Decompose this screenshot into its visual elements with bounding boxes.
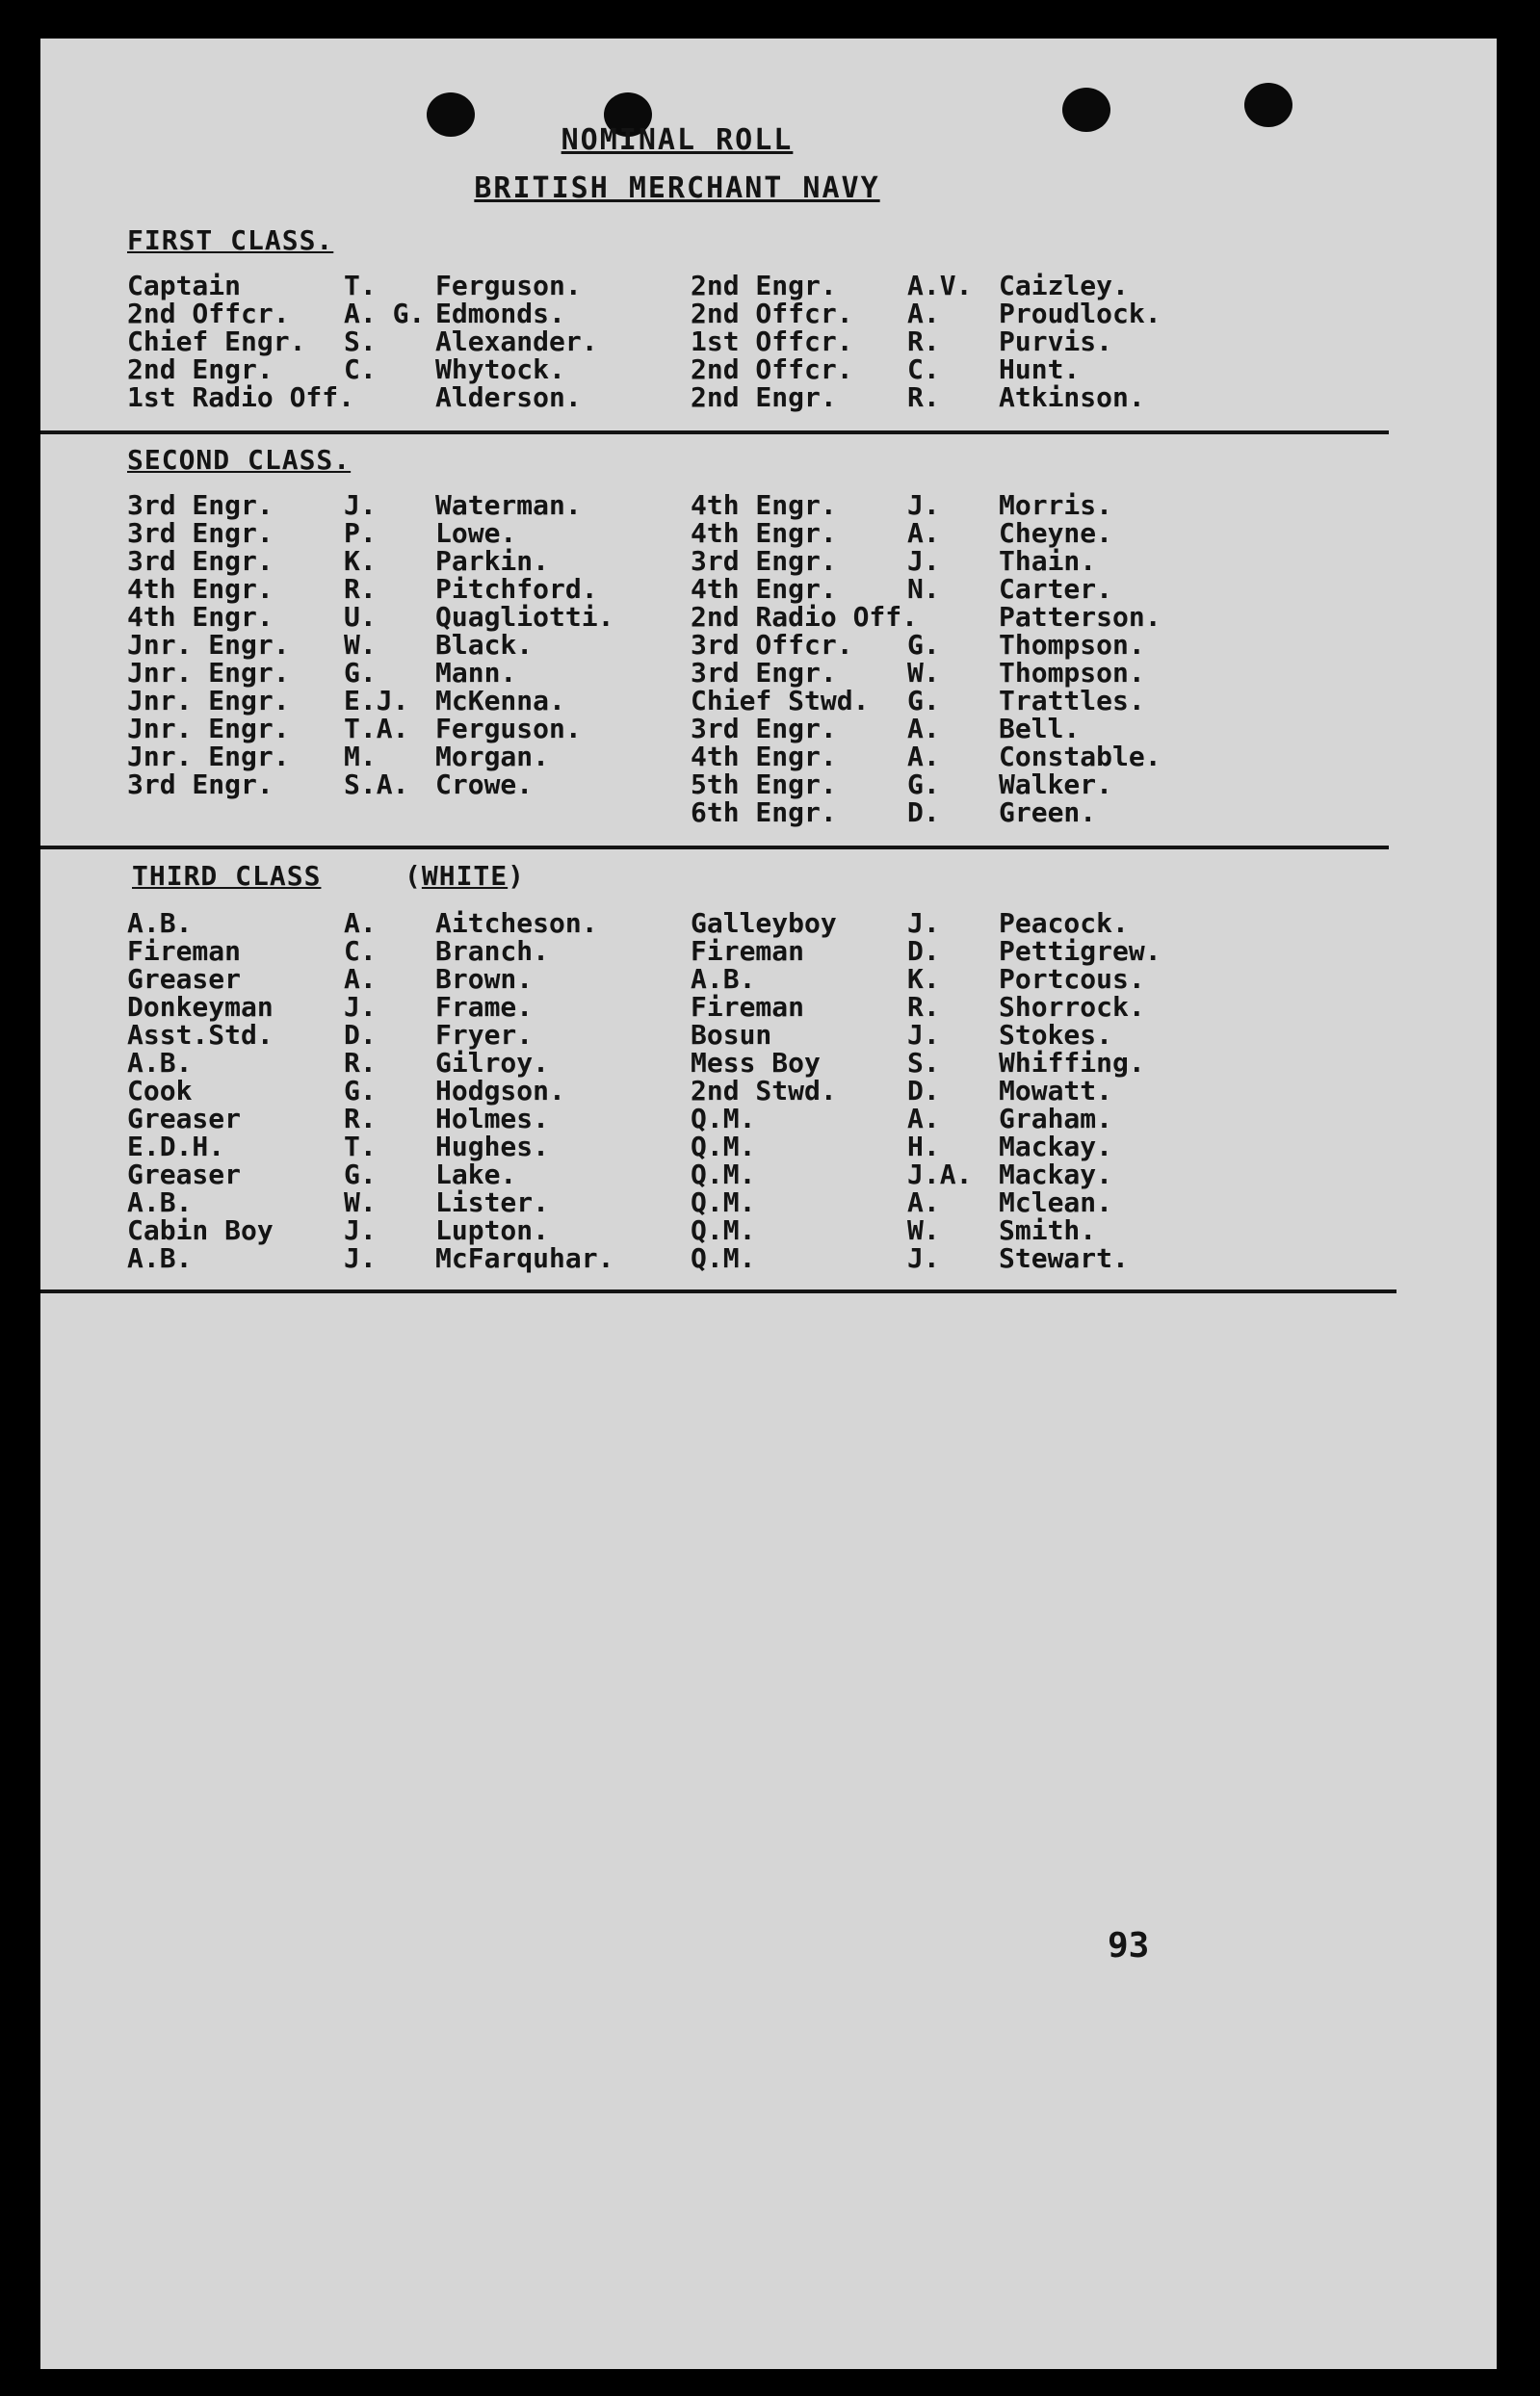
crew-initials: G. (344, 657, 377, 689)
crew-surname: Mackay. (999, 1159, 1113, 1190)
crew-row (127, 1075, 1321, 1107)
crew-rank: Asst.Std. (127, 1019, 274, 1051)
crew-surname: Quagliotti. (435, 601, 614, 633)
crew-rank: Q.M. (691, 1131, 756, 1162)
crew-initials: W. (344, 1186, 377, 1218)
crew-rank: Cook (127, 1075, 193, 1107)
crew-initials: K. (907, 963, 940, 995)
crew-initials: A. (907, 1186, 940, 1218)
crew-row (127, 1186, 1321, 1218)
crew-initials: J.A. (907, 1159, 973, 1190)
crew-surname: Lowe. (435, 517, 517, 549)
crew-initials: D. (907, 796, 940, 828)
crew-row (127, 270, 1321, 301)
section-divider (40, 1289, 1396, 1293)
crew-surname: Edmonds. (435, 298, 565, 329)
third-class-qualifier: (WHITE) (405, 860, 526, 892)
crew-initials: A. (907, 1103, 940, 1134)
crew-surname: Hunt. (999, 353, 1081, 385)
crew-surname: Brown. (435, 963, 534, 995)
crew-initials: W. (907, 1214, 940, 1246)
punch-hole (1244, 83, 1292, 127)
crew-rank: 1st Offcr. (691, 326, 853, 357)
crew-rank: A.B. (127, 1242, 193, 1274)
crew-rank: 2nd Engr. (691, 381, 837, 413)
crew-initials: D. (344, 1019, 377, 1051)
crew-surname: Parkin. (435, 545, 550, 577)
crew-initials: R. (907, 991, 940, 1023)
crew-rank: Q.M. (691, 1214, 756, 1246)
crew-rank: Greaser (127, 1103, 242, 1134)
crew-initials: A. (907, 741, 940, 772)
crew-row (127, 1103, 1321, 1134)
second-class-heading: SECOND CLASS. (127, 444, 352, 476)
crew-row (127, 1159, 1321, 1190)
crew-initials: T. (344, 270, 377, 301)
crew-initials: R. (907, 381, 940, 413)
crew-rank: 2nd Engr. (127, 353, 274, 385)
crew-surname: Morgan. (435, 741, 550, 772)
crew-initials: K. (344, 545, 377, 577)
crew-rank: 1st Radio Off. (127, 381, 355, 413)
crew-surname: Caizley. (999, 270, 1129, 301)
crew-surname: Atkinson. (999, 381, 1145, 413)
crew-surname: Graham. (999, 1103, 1113, 1134)
section-divider (40, 430, 1389, 434)
crew-surname: Thompson. (999, 657, 1145, 689)
crew-initials: J. (907, 489, 940, 521)
crew-initials: G. (344, 1159, 377, 1190)
crew-row (127, 991, 1321, 1023)
crew-rank: Fireman (691, 991, 805, 1023)
crew-surname: Morris. (999, 489, 1113, 521)
document-subtitle: BRITISH MERCHANT NAVY (474, 171, 880, 205)
crew-rank: 2nd Offcr. (691, 353, 853, 385)
crew-row (127, 545, 1321, 577)
crew-initials: A.V. (907, 270, 973, 301)
crew-row (127, 298, 1321, 329)
crew-surname: Aitcheson. (435, 907, 598, 939)
crew-rank: 4th Engr. (691, 517, 837, 549)
crew-initials: S. (907, 1047, 940, 1079)
crew-rank: Chief Engr. (127, 326, 306, 357)
crew-initials: G. (907, 629, 940, 661)
crew-initials: D. (907, 1075, 940, 1107)
crew-row (127, 601, 1321, 633)
crew-rank: 5th Engr. (691, 768, 837, 800)
crew-initials: C. (907, 353, 940, 385)
crew-surname: Purvis. (999, 326, 1113, 357)
crew-rank: 3rd Offcr. (691, 629, 853, 661)
crew-initials: R. (344, 1047, 377, 1079)
crew-initials: R. (907, 326, 940, 357)
first-class-heading: FIRST CLASS. (127, 224, 334, 256)
crew-row (127, 685, 1321, 716)
crew-rank: Chief Stwd. (691, 685, 870, 716)
crew-row (127, 326, 1321, 357)
crew-initials: A. (344, 907, 377, 939)
crew-surname: Lister. (435, 1186, 550, 1218)
crew-rank: Captain (127, 270, 242, 301)
crew-row (127, 657, 1321, 689)
crew-initials: W. (344, 629, 377, 661)
crew-rank: Q.M. (691, 1103, 756, 1134)
crew-surname: Ferguson. (435, 270, 582, 301)
crew-surname: Black. (435, 629, 534, 661)
crew-initials: A. (344, 963, 377, 995)
crew-rank: Jnr. Engr. (127, 629, 290, 661)
crew-rank: 6th Engr. (691, 796, 837, 828)
crew-row (127, 741, 1321, 772)
crew-rank: Donkeyman (127, 991, 274, 1023)
crew-surname: Stewart. (999, 1242, 1129, 1274)
crew-rank: Mess Boy (691, 1047, 821, 1079)
crew-initials: J. (907, 1019, 940, 1051)
crew-surname: Mackay. (999, 1131, 1113, 1162)
crew-rank: Jnr. Engr. (127, 713, 290, 744)
crew-surname: Proudlock. (999, 298, 1162, 329)
crew-row (127, 489, 1321, 521)
crew-initials: R. (344, 1103, 377, 1134)
crew-surname: Shorrock. (999, 991, 1145, 1023)
crew-initials: G. (344, 1075, 377, 1107)
crew-surname: Green. (999, 796, 1097, 828)
crew-rank: 4th Engr. (691, 741, 837, 772)
crew-surname: Mowatt. (999, 1075, 1113, 1107)
crew-surname: Thain. (999, 545, 1097, 577)
crew-initials: G. (907, 685, 940, 716)
crew-initials: R. (344, 573, 377, 605)
crew-surname: Frame. (435, 991, 534, 1023)
crew-initials: C. (344, 935, 377, 967)
crew-initials: J. (907, 1242, 940, 1274)
crew-rank: 3rd Engr. (127, 545, 274, 577)
crew-surname: Lake. (435, 1159, 517, 1190)
crew-row (127, 963, 1321, 995)
crew-initials: E.J. (344, 685, 409, 716)
second-class-table (127, 489, 1321, 828)
crew-surname: McKenna. (435, 685, 565, 716)
crew-surname: Carter. (999, 573, 1113, 605)
crew-rank: Fireman (127, 935, 242, 967)
crew-surname: Patterson. (999, 601, 1162, 633)
section-divider (40, 846, 1389, 849)
crew-rank: 2nd Radio Off. (691, 601, 919, 633)
crew-rank: 3rd Engr. (691, 657, 837, 689)
crew-rank: 3rd Engr. (691, 713, 837, 744)
crew-surname: Fryer. (435, 1019, 534, 1051)
crew-rank: Jnr. Engr. (127, 741, 290, 772)
crew-surname: Peacock. (999, 907, 1129, 939)
crew-row (127, 517, 1321, 549)
crew-rank: Cabin Boy (127, 1214, 274, 1246)
crew-initials: A. (907, 713, 940, 744)
third-class-table (127, 907, 1321, 1274)
crew-row (127, 573, 1321, 605)
crew-surname: Hodgson. (435, 1075, 565, 1107)
crew-surname: Stokes. (999, 1019, 1113, 1051)
crew-initials: J. (907, 545, 940, 577)
crew-initials: J. (344, 1242, 377, 1274)
crew-surname: Whiffing. (999, 1047, 1145, 1079)
crew-initials: J. (344, 489, 377, 521)
page-number: 93 (1108, 1926, 1150, 1966)
crew-surname: Constable. (999, 741, 1162, 772)
crew-rank: 4th Engr. (127, 601, 274, 633)
crew-rank: Galleyboy (691, 907, 837, 939)
crew-surname: Ferguson. (435, 713, 582, 744)
crew-rank: 3rd Engr. (127, 489, 274, 521)
crew-initials: J. (344, 991, 377, 1023)
crew-surname: Cheyne. (999, 517, 1113, 549)
crew-rank: A.B. (127, 1186, 193, 1218)
crew-surname: Branch. (435, 935, 550, 967)
crew-surname: McFarquhar. (435, 1242, 614, 1274)
crew-initials: S.A. (344, 768, 409, 800)
crew-surname: Gilroy. (435, 1047, 550, 1079)
crew-rank: 2nd Offcr. (127, 298, 290, 329)
crew-surname: Crowe. (435, 768, 534, 800)
crew-surname: Smith. (999, 1214, 1097, 1246)
crew-rank: Greaser (127, 963, 242, 995)
crew-rank: 4th Engr. (691, 573, 837, 605)
crew-rank: Fireman (691, 935, 805, 967)
crew-surname: Alexander. (435, 326, 598, 357)
crew-surname: Waterman. (435, 489, 582, 521)
crew-row (127, 381, 1321, 413)
crew-rank: A.B. (127, 907, 193, 939)
crew-rank: Jnr. Engr. (127, 657, 290, 689)
crew-rank: Bosun (691, 1019, 772, 1051)
crew-surname: Lupton. (435, 1214, 550, 1246)
crew-rank: 4th Engr. (691, 489, 837, 521)
crew-row (127, 907, 1321, 939)
document-title: NOMINAL ROLL (561, 123, 794, 157)
crew-initials: N. (907, 573, 940, 605)
crew-row (127, 1019, 1321, 1051)
crew-initials: J. (344, 1214, 377, 1246)
crew-rank: Q.M. (691, 1186, 756, 1218)
crew-row (127, 935, 1321, 967)
crew-initials: A. (907, 517, 940, 549)
crew-rank: 2nd Offcr. (691, 298, 853, 329)
crew-rank: A.B. (127, 1047, 193, 1079)
crew-row (127, 768, 1321, 800)
crew-row (127, 1047, 1321, 1079)
crew-surname: Walker. (999, 768, 1113, 800)
crew-surname: Hughes. (435, 1131, 550, 1162)
crew-initials: U. (344, 601, 377, 633)
crew-rank: 3rd Engr. (691, 545, 837, 577)
crew-initials: P. (344, 517, 377, 549)
crew-initials: H. (907, 1131, 940, 1162)
crew-initials: G. (907, 768, 940, 800)
crew-rank: 2nd Stwd. (691, 1075, 837, 1107)
crew-initials: J. (907, 907, 940, 939)
crew-initials: T.A. (344, 713, 409, 744)
crew-row (127, 353, 1321, 385)
crew-rank: Greaser (127, 1159, 242, 1190)
crew-rank: Q.M. (691, 1159, 756, 1190)
crew-surname: Alderson. (435, 381, 582, 413)
crew-surname: Mann. (435, 657, 517, 689)
crew-surname: Portcous. (999, 963, 1145, 995)
crew-initials: M. (344, 741, 377, 772)
crew-row (127, 1131, 1321, 1162)
crew-row (127, 1214, 1321, 1246)
crew-initials: A. (907, 298, 940, 329)
crew-row (127, 629, 1321, 661)
crew-surname: Whytock. (435, 353, 565, 385)
crew-surname: Pettigrew. (999, 935, 1162, 967)
third-class-heading: THIRD CLASS (132, 860, 322, 892)
crew-row (127, 796, 1321, 828)
crew-surname: Bell. (999, 713, 1081, 744)
crew-rank: Jnr. Engr. (127, 685, 290, 716)
crew-rank: 2nd Engr. (691, 270, 837, 301)
first-class-table (127, 270, 1321, 413)
crew-surname: Holmes. (435, 1103, 550, 1134)
crew-surname: Pitchford. (435, 573, 598, 605)
crew-rank: 3rd Engr. (127, 768, 274, 800)
crew-rank: Q.M. (691, 1242, 756, 1274)
document-page (40, 39, 1497, 2369)
crew-initials: C. (344, 353, 377, 385)
crew-rank: A.B. (691, 963, 756, 995)
crew-initials: A. G. (344, 298, 426, 329)
crew-surname: Thompson. (999, 629, 1145, 661)
crew-surname: Mclean. (999, 1186, 1113, 1218)
crew-rank: 4th Engr. (127, 573, 274, 605)
crew-initials: W. (907, 657, 940, 689)
crew-row (127, 713, 1321, 744)
crew-initials: T. (344, 1131, 377, 1162)
crew-row (127, 1242, 1321, 1274)
crew-initials: D. (907, 935, 940, 967)
crew-rank: E.D.H. (127, 1131, 225, 1162)
crew-initials: S. (344, 326, 377, 357)
crew-rank: 3rd Engr. (127, 517, 274, 549)
crew-surname: Trattles. (999, 685, 1145, 716)
